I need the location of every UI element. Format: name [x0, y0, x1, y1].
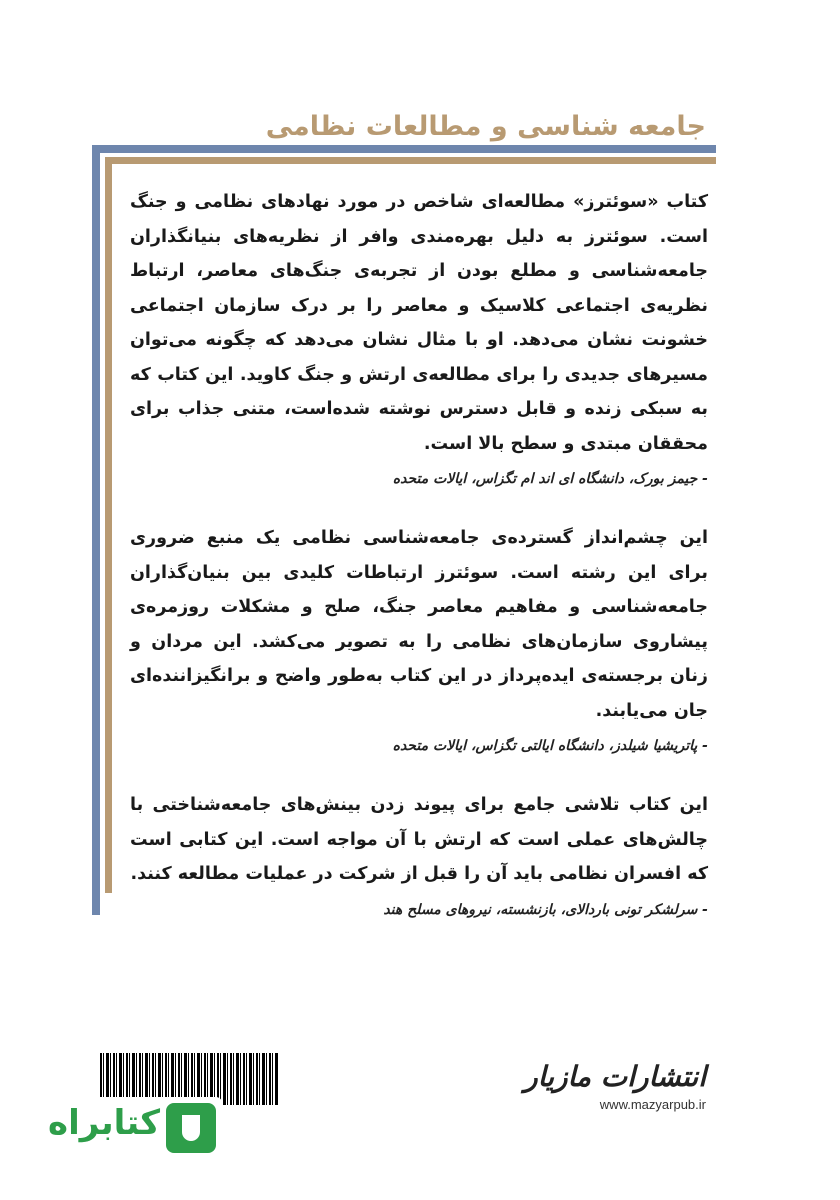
- quote-attribution: - جیمز بورک، دانشگاه ای اند ام تگزاس، ایالات متحده: [392, 471, 708, 487]
- publisher-block: [506, 1060, 706, 1112]
- quote-block: [130, 185, 708, 491]
- quote-attribution: - سرلشکر تونی باردالای، بازنشسته، نیروهای مسلح هند: [383, 901, 708, 918]
- page-title: جامعه شناسی و مطالعات نظامی: [265, 111, 706, 143]
- publisher-url[interactable]: www.mazyarpub.ir: [599, 1097, 706, 1112]
- quote-text: کتاب «سوئترز» مطالعه‌ای شاخص در مورد نهادهای نظامی و جنگ است. سوئترز به دلیل بهره‌مندی وافر از نظریه‌های بنیانگذاران جامعه‌شناسی و مطلع بودن از تجربه‌ی جنگ‌های معاصر، ارتباط نظریه‌ی اجتماعی کلاسیک و معاصر را بر درک سازمان اجتماعی خشونت نشان می‌دهد. او با مثال نشان می‌دهد که چگونه می‌توان مسیرهای جدیدی را برای مطالعه‌ی ارتش و جنگ کاوید. این کتاب که به سبکی زنده و قابل دسترس نوشته شده‌است، متنی جذاب برای محققان مبتدی و سطح بالا است.: [130, 192, 708, 454]
- quote-text: این چشم‌انداز گسترده‌ی جامعه‌شناسی نظامی یک منبع ضروری برای این رشته است. سوئترز ارتباطات کلیدی بین بنیان‌گذاران جامعه‌شناسی و مفاهیم معاصر جنگ، صلح و مشکلات روزمره‌ی پیشاروی سازمان‌های نظامی را به تصویر می‌کشد. این مردان و زنان برجسته‌ی ایده‌پرداز در این کتاب به‌طور واضح و برانگیزاننده‌ای جان می‌یابند.: [130, 528, 708, 721]
- ketabrah-watermark: [42, 1097, 222, 1159]
- frame-border-blue-left: [92, 145, 100, 915]
- publisher-logo: انتشارات مازیار: [524, 1060, 706, 1093]
- quote-block: [130, 788, 708, 922]
- quote-text: این کتاب تلاشی جامع برای پیوند زدن بینش‌های جامعه‌شناختی با چالش‌های عملی است که ارتش با آن مواجه است. این کتابی است که افسران نظامی باید آن را قبل از شرکت در عملیات مطالعه کنند.: [130, 795, 708, 884]
- frame-border-tan-top: [105, 157, 716, 164]
- quote-attribution: - پاتریشیا شیلدز، دانشگاه ایالتی تگزاس، ایالات متحده: [392, 738, 708, 754]
- quotes-section: [130, 185, 708, 952]
- ketabrah-logo-icon: [166, 1103, 216, 1153]
- frame-border-tan-left: [105, 157, 112, 893]
- frame-border-blue-top: [92, 145, 716, 153]
- quote-block: [130, 521, 708, 758]
- watermark-text: کتابراه: [48, 1103, 161, 1143]
